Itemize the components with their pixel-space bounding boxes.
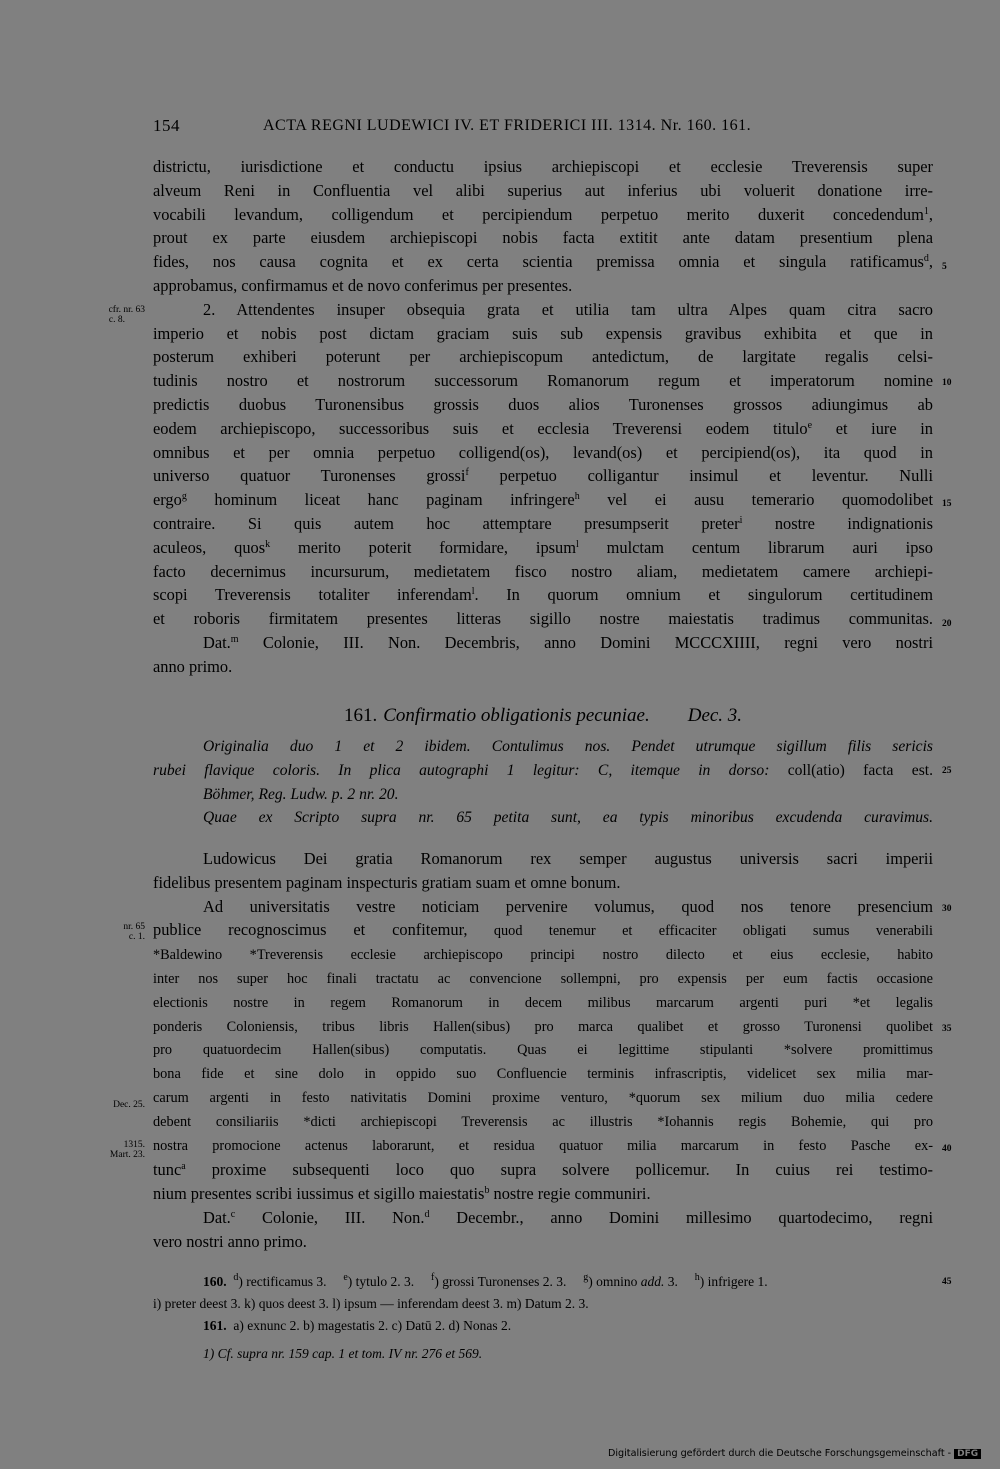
text-line: districtu, iurisdictione et conductu ipsius archiepiscopi et ecclesie Treverensis super: [153, 157, 933, 176]
digitization-credit: Digitalisierung gefördert durch die Deutsche Forschungsgemeinschaft - DFG: [608, 1448, 981, 1459]
margin-note-cfr: cfr. nr. 63 c. 8.: [108, 305, 145, 325]
line-number: 35: [942, 1024, 952, 1034]
text-line: 2. Attendentes insuper obsequia grata et utilia tam ultra Alpes quam citra sacro: [203, 299, 933, 319]
text-line: facto decernimus incursurum, medietatem fisco nostro aliam, medietatem camere archiepi-: [153, 561, 933, 581]
line-number: 40: [942, 1144, 952, 1154]
text-line: anno primo.: [153, 656, 233, 676]
text-line: Ludowicus Dei gratia Romanorum rex semper augustus universis sacri imperii: [203, 849, 933, 868]
line-number: 30: [942, 904, 952, 914]
text-line: vero nostri anno primo.: [153, 1231, 307, 1251]
text-line: eodem archiepiscopo, successoribus suis et ecclesia Treverensi eodem titulo$^e$ et iure in: [153, 418, 934, 438]
text-line: publice recognoscimus et confitemur, quod tenemur et efficaciter obligati sumus venerabili: [153, 920, 933, 940]
intro-line: Originalia duo 1 et 2 ibidem. Contulimus nos. Pendet utrumque sigillum filis sericis: [203, 738, 933, 755]
document-161-title: 161. Confirmatio obligationis pecuniae. Dec. 3.: [343, 705, 743, 726]
text-line: *Baldewino *Treverensis ecclesie archiepiscopo principi nostro dilecto et eius ecclesie, habito: [153, 947, 933, 964]
line-number: 5: [942, 262, 947, 272]
footnotes: [153, 1271, 933, 1365]
margin-note-dec25: Dec. 25.: [113, 1100, 145, 1110]
running-title: ACTA REGNI LUDEWICI IV. ET FRIDERICI III. 1314. Nr. 160. 161.: [263, 117, 752, 134]
text-line: contraire. Si quis autem hoc attemptare presumpserit preter$^i$ nostre indignationis: [153, 513, 933, 533]
dfg-logo: DFG: [954, 1449, 981, 1459]
text-line: Dat.$^c$ Colonie, III. Non.$^d$ Decembr., anno Domini millesimo quartodecimo, regni: [203, 1207, 934, 1227]
text-line: vocabili levandum, colligendum et percipiendum perpetuo merito duxerit concedendum$^1$,: [153, 204, 933, 224]
footnote-line-160b: i) preter deest 3. k) quos deest 3. l) ipsum — inferendam deest 3. m) Datum 2. 3.: [153, 1296, 589, 1311]
document-161-introduction: [153, 735, 933, 830]
text-line: omnibus et per omnia perpetuo colligend(os), levand(os) et percipiend(os), ita quod in: [153, 442, 933, 462]
text-line: pro quatuordecim Hallen(sibus) computatis. Quas ei legittime stipulanti *solvere promittimus: [153, 1042, 933, 1059]
text-line: ponderis Coloniensis, tribus libris Hallen(sibus) pro marca qualibet et grosso Turonensi quolibet: [153, 1018, 933, 1035]
running-header: [153, 116, 933, 140]
intro-line: Quae ex Scripto supra nr. 65 petita sunt, ea typis minoribus excudenda curavimus.: [203, 809, 933, 827]
margin-note-nr65: nr. 65 c. 1.: [123, 922, 145, 942]
text-line: alveum Reni in Confluentia vel alibi superius aut inferius ubi voluerit donatione irre-: [153, 180, 933, 200]
text-line: Dat.$^m$ Colonie, III. Non. Decembris, anno Domini MCCCXIIII, regni vero nostri: [203, 632, 933, 652]
text-line: scopi Treverensis totaliter inferendam$^l$. In quorum omnium et singulorum certitudinem: [153, 585, 934, 605]
line-number: 10: [942, 378, 952, 388]
text-line: predictis duobus Turonensibus grossis duos alios Turonenses grossos adiungimus ab: [153, 394, 933, 414]
footnote-line-160: 160. $^d$) rectificamus 3. $^e$) tytulo 2. 3. $^f$) grossi Turonenses 2. 3. $^g$) omnino add. 3. $^h$) infrigere 1.: [203, 1272, 768, 1289]
margin-note-1315: 1315. Mart. 23.: [109, 1140, 145, 1160]
line-number: 25: [942, 766, 952, 776]
text-line: fidelibus presentem paginam inspecturis gratiam suam et omne bonum.: [153, 872, 621, 892]
line-number: 20: [942, 619, 952, 629]
text-line: inter nos super hoc finali tractatu ac convencione sollempni, pro expensis per eum factis occasione: [153, 970, 933, 987]
text-line: bona fide et sine dolo in oppido suo Confluencie terminis infrascriptis, videlicet sex milia mar-: [153, 1066, 933, 1083]
text-line: fides, nos causa cognita et ex certa scientia premissa omnia et singula ratificamus$^d$,: [153, 252, 933, 272]
text-line: imperio et nobis post dictam graciam suis sub expensis gravibus exhibita et que in: [153, 323, 933, 343]
line-number: 15: [942, 499, 952, 509]
footnote-1: 1) Cf. supra nr. 159 cap. 1 et tom. IV nr. 276 et 569.: [203, 1346, 483, 1361]
text-line: universo quatuor Turonenses grossi$^f$ perpetuo colligantur insimul et leventur. Nulli: [153, 466, 934, 486]
document-161-text: [153, 847, 933, 1254]
text-line: prout ex parte eiusdem archiepiscopi nobis facta extitit ante datam presentium plena: [153, 228, 933, 248]
text-line: approbamus, confirmamus et de novo conferimus per presentes.: [153, 275, 573, 295]
text-line: posterum exhiberi poterunt per archiepiscopum antedictum, de largitate regalis celsi-: [153, 347, 933, 367]
text-line: aculeos, quos$^k$ merito poterit formidare, ipsum$^l$ mulctam centum librarum auri ipso: [153, 537, 934, 557]
text-line: Ad universitatis vestre noticiam pervenire volumus, quod nos tenore presencium: [203, 896, 933, 916]
intro-line: rubei flavique coloris. In plica autographi 1 legitur: C, itemque in dorso: coll(atio) facta est.: [153, 761, 933, 779]
text-line: electionis nostre in regem Romanorum in decem milibus marcarum argenti puri *et legalis: [153, 994, 933, 1011]
text-line: ergo$^g$ hominum liceat hanc paginam infringere$^h$ vel ei ausu temerario quomodolibet: [153, 490, 933, 510]
document-160-text: [153, 155, 933, 679]
page-number: 154: [153, 116, 180, 135]
text-line: tunc$^a$ proxime subsequenti loco quo supra solvere pollicemur. In cuius rei testimo-: [153, 1160, 933, 1180]
intro-line: Böhmer, Reg. Ludw. p. 2 nr. 20.: [203, 785, 399, 803]
text-line: debent consiliariis *dicti archiepiscopi Treverensis ac illustris *Iohannis regis Bohemie, qui pro: [153, 1113, 933, 1130]
text-line: nium presentes scribi iussimus et sigillo maiestatis$^b$ nostre regie communiri.: [153, 1184, 651, 1204]
text-line: tudinis nostro et nostrorum successorum Romanorum regum et imperatorum nomine: [153, 371, 933, 391]
line-number: 45: [942, 1277, 952, 1287]
text-line: et roboris firmitatem presentes litteras sigillo nostre maiestatis tradimus communitas.: [153, 609, 933, 629]
footnote-line-161: 161. a) exnunc 2. b) magestatis 2. c) Datū 2. d) Nonas 2.: [203, 1318, 512, 1333]
text-line: nostra promocione actenus laborarunt, et residua quatuor milia marcarum in festo Pasche ex-: [153, 1137, 933, 1154]
text-line: carum argenti in festo nativitatis Domini proxime venturo, *quorum sex milium duo milia cedere: [153, 1089, 933, 1106]
